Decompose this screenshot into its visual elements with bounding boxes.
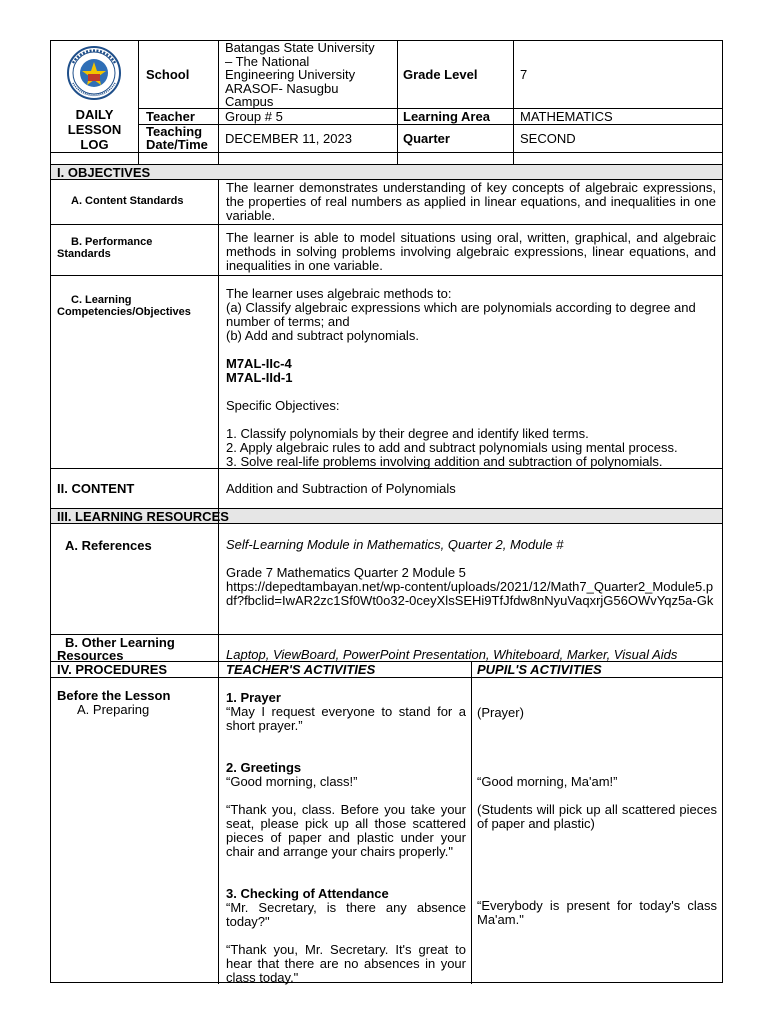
content-text: Addition and Subtraction of Polynomials [226, 481, 456, 496]
divider [218, 41, 219, 165]
teaching-date-value: DECEMBER 11, 2023 [225, 131, 352, 146]
references-text: Self-Learning Module in Mathematics, Quarter 2, Module # Grade 7 Mathematics Quarter 2 Module 5 https://depedtambayan.net/wp-content/uploads/2021/12/Math7_Quarter2_Module5.pdf?fbclid=IwAR2zc1Sf0Wt0o32-0ceyXlsSEHi9TfJfdw8nNyuVaqxrjG56OWvYqz5a-Gk [226, 537, 714, 608]
objectives-heading-row [51, 165, 722, 179]
divider [51, 224, 722, 225]
divider [471, 661, 472, 984]
resources-heading: III. LEARNING RESOURCES [57, 509, 229, 524]
lesson-log-table [50, 40, 723, 983]
deped-seal-icon [59, 45, 129, 101]
other-resources-label: B. Other Learning Resources [57, 635, 175, 663]
performance-text: The learner is able to model situations using oral, written, graphical, and algebraic methods in solving problems involving algebraic expressions, linear equations, and inequalities in one variable. [226, 230, 716, 273]
pupil-prayer: (Prayer) [477, 705, 524, 720]
other-resources-text: Laptop, ViewBoard, PowerPoint Presentation, Whiteboard, Marker, Visual Aids [226, 647, 678, 662]
teacher-value: Group # 5 [225, 109, 283, 124]
competencies-label: C. Learning Competencies/Objectives [57, 294, 191, 318]
quarter-label: Quarter [403, 131, 450, 146]
school-value: Batangas State University – The National Engineering University ARASOF- Nasugbu Campus [225, 40, 375, 109]
content-standards-text: The learner demonstrates understanding of key concepts of algebraic expressions, the properties of real numbers as applied in linear equations, and inequalities in one variable. [226, 180, 716, 223]
divider [513, 41, 514, 165]
learning-area-value: MATHEMATICS [520, 109, 613, 124]
divider [397, 41, 398, 165]
pupil-activities-heading: PUPIL'S ACTIVITIES [477, 662, 602, 677]
references-label: A. References [65, 538, 152, 553]
before-lesson-label: Before the Lesson [57, 688, 171, 703]
preparing-label: A. Preparing [77, 702, 150, 717]
teacher-activities: 1. Prayer “May I request everyone to stand for a short prayer.” 2. Greetings “Good morning, class!” “Thank you, class. Before you take your seat, please pick up all those scattered pieces of paper and plastic under your chair and arrange your chairs properly." 3. Checking of Attendance “Mr. Secretary, is there any absence today?" “Thank you, Mr. Secretary. It's great to hear that there are no absences in your class today." [226, 690, 466, 985]
content-standards-label: A. Content Standards [71, 195, 184, 207]
deped-seal [59, 45, 129, 101]
divider [138, 124, 722, 125]
procedures-heading: IV. PROCEDURES [57, 662, 168, 677]
pupil-greeting: “Good morning, Ma'am!” [477, 774, 618, 789]
divider [138, 41, 139, 165]
teacher-activities-heading: TEACHER'S ACTIVITIES [226, 662, 376, 677]
teaching-date-label: Teaching Date/Time [146, 124, 208, 152]
divider [51, 152, 722, 153]
performance-label: B. Performance Standards [57, 236, 153, 260]
teacher-label: Teacher [146, 109, 195, 124]
lesson-log-title: DAILY LESSON LOG [67, 107, 122, 152]
quarter-value: SECOND [520, 131, 576, 146]
grade-level-value: 7 [520, 67, 528, 82]
objectives-heading: I. OBJECTIVES [57, 165, 151, 180]
pupil-pickup: (Students will pick up all scattered pieces of paper and plastic) [477, 802, 717, 831]
content-heading: II. CONTENT [57, 481, 135, 496]
pupil-attendance: “Everybody is present for today's class Ma'am." [477, 898, 717, 927]
divider [51, 275, 722, 276]
divider [51, 677, 722, 678]
divider [218, 179, 219, 984]
learning-area-label: Learning Area [403, 109, 490, 124]
school-label: School [146, 67, 190, 82]
competencies-text: The learner uses algebraic methods to: (a) Classify algebraic expressions which are polynomials according to degree and number of terms; and (b) Add and subtract polynomials. M7AL-IIc-4 M7AL-IId-1 Specific Objectives: 1. Classify polynomials by their degree and identify liked terms. 2. Apply algebraic rules to add and subtract polynomials using mental process. 3. Solve real-life problems involving addition and subtraction of polynomials. [226, 286, 696, 469]
grade-level-label: Grade Level [403, 67, 478, 82]
